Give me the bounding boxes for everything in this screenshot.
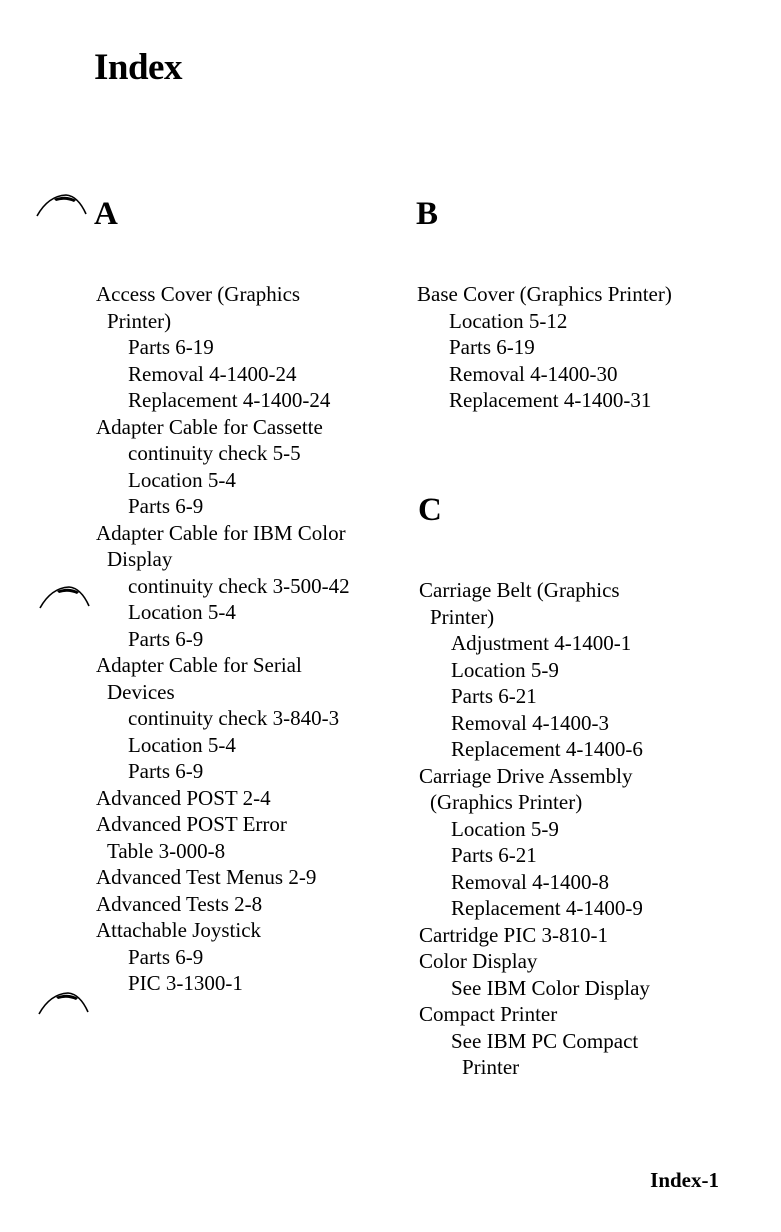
index-subentry: Replacement 4-1400-9 <box>451 896 643 920</box>
index-subentry: Removal 4-1400-30 <box>449 361 618 386</box>
index-subentry: See IBM PC Compact <box>451 1028 639 1053</box>
index-subentry: Removal 4-1400-8 <box>451 869 610 894</box>
index-subentry: PIC 3-1300-1 <box>128 971 243 995</box>
index-entry: Access Cover (Graphics <box>96 282 301 306</box>
index-subentry: Replacement 4-1400-24 <box>128 388 331 412</box>
index-entry: Adapter Cable for Serial <box>96 653 302 677</box>
index-subentry: Parts 6-9 <box>128 494 204 518</box>
index-entry: Advanced Tests 2-8 <box>96 891 263 916</box>
index-subentry: Parts 6-9 <box>128 759 204 783</box>
index-entry: Carriage Drive Assembly <box>419 763 633 788</box>
index-subentry: Table 3-000-8 <box>107 838 226 863</box>
index-subentry: continuity check 3-840-3 <box>128 706 340 730</box>
index-subentry: Parts 6-19 <box>449 335 535 359</box>
index-entry: Carriage Belt (Graphics <box>419 578 620 602</box>
binder-hole-mark-bottom <box>36 990 90 1016</box>
index-subentry: (Graphics Printer) <box>430 790 583 814</box>
index-subentry: Display <box>107 547 173 571</box>
index-entry: Base Cover (Graphics Printer) <box>417 282 672 306</box>
index-subentry: Adjustment 4-1400-1 <box>451 631 632 655</box>
index-subentry: Location 5-4 <box>128 732 236 757</box>
index-subentry: Location 5-4 <box>128 467 236 492</box>
index-subentry: Location 5-9 <box>451 657 559 682</box>
index-subentry: continuity check 3-500-42 <box>128 573 350 598</box>
index-subentry: Printer) <box>430 604 495 629</box>
index-subentry: Parts 6-19 <box>128 335 214 359</box>
index-entry: Advanced POST 2-4 <box>96 785 271 810</box>
index-entry: Compact Printer <box>419 1002 558 1026</box>
index-entry: Adapter Cable for IBM Color <box>96 520 346 545</box>
index-subentry: Parts 6-21 <box>451 684 537 708</box>
index-list-b <box>417 281 672 414</box>
binder-hole-mark-top <box>34 192 88 218</box>
index-subentry: Devices <box>107 679 175 704</box>
index-entry: Color Display <box>419 949 538 973</box>
index-entry: Adapter Cable for Cassette <box>96 414 323 439</box>
index-subentry: Replacement 4-1400-31 <box>449 388 652 412</box>
page-number: Index-1 <box>650 1168 719 1192</box>
index-subentry: Location 5-4 <box>128 600 236 624</box>
index-subentry: Removal 4-1400-3 <box>451 710 610 735</box>
index-subentry: Printer <box>462 1055 520 1079</box>
index-entry: Attachable Joystick <box>96 918 262 942</box>
index-subentry: Parts 6-9 <box>128 944 204 969</box>
index-entry: Advanced Test Menus 2-9 <box>96 865 317 889</box>
index-subentry: Location 5-9 <box>451 816 559 841</box>
index-subentry: See IBM Color Display <box>451 975 650 1000</box>
binder-hole-mark-middle <box>37 584 91 610</box>
index-list-a <box>96 281 350 997</box>
index-entry: Advanced POST Error <box>96 812 287 836</box>
index-subentry: Parts 6-21 <box>451 843 537 867</box>
page-title: Index <box>94 47 182 88</box>
section-heading-b: B <box>416 196 439 232</box>
index-subentry: Parts 6-9 <box>128 626 204 651</box>
index-subentry: Replacement 4-1400-6 <box>451 737 643 761</box>
index-subentry: Printer) <box>107 308 172 333</box>
index-subentry: Removal 4-1400-24 <box>128 361 297 386</box>
index-entry: Cartridge PIC 3-810-1 <box>419 922 608 947</box>
index-subentry: continuity check 5-5 <box>128 441 301 465</box>
section-heading-a: A <box>94 196 118 232</box>
index-list-c <box>419 577 650 1081</box>
section-heading-c: C <box>418 492 442 528</box>
index-subentry: Location 5-12 <box>449 308 568 333</box>
